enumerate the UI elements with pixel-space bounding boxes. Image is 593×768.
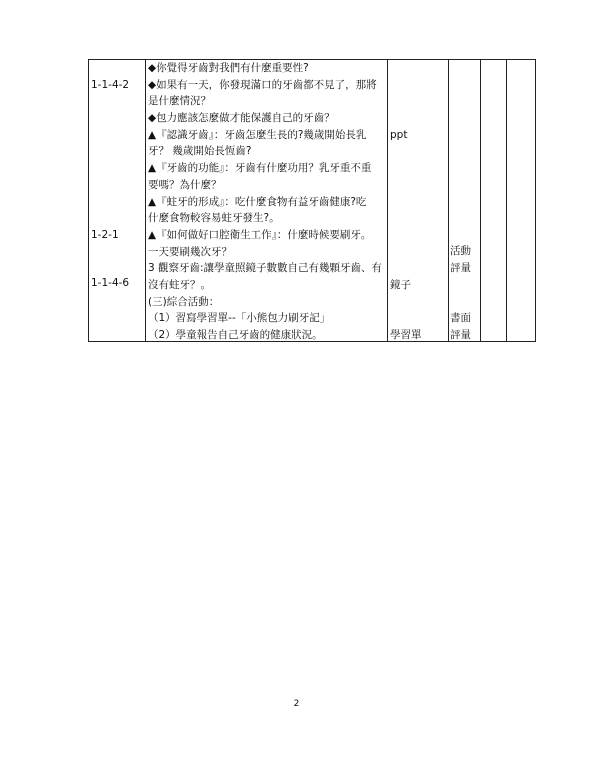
evaluation-text: 評量: [450, 262, 471, 274]
indicator-code: 1-1-4-6: [91, 277, 130, 289]
indicator-code: 1-1-4-2: [91, 79, 130, 91]
content-line: （1）習寫學習單--「小熊包力刷牙記」: [148, 312, 331, 325]
content-line: 什麼食物較容易蛀牙發生?。: [148, 212, 280, 225]
content-line: ▲『如何做好口腔衛生工作』：什麼時候要刷牙。: [148, 228, 372, 241]
page-number: 2: [293, 699, 300, 709]
table-row: [89, 60, 536, 342]
content-line: 沒有蛀牙？。: [148, 278, 211, 291]
content-line: ▲『牙齒的功能』：牙齒有什麼功用？乳牙重不重: [148, 162, 372, 175]
content-line: 牙？ 幾歲開始長恆齒?: [148, 145, 252, 158]
content-line: ▲『蛀牙的形成』：吃什麼食物有益牙齒健康?吃: [148, 195, 367, 208]
indicator-code: 1-2-1: [91, 229, 119, 241]
content-line: (三)綜合活動：: [148, 295, 220, 308]
evaluation-text: 評量: [450, 329, 471, 341]
content-line: 要嗎？為什麼？: [148, 178, 222, 191]
content-line: 是什麼情況？: [148, 95, 211, 108]
content-line: ▲『認識牙齒』：牙齒怎麼生長的?幾歲開始長乳: [148, 128, 367, 141]
remarks-cell: [507, 60, 536, 342]
evaluation-text: 書面: [450, 312, 471, 324]
content-line: ◆包力應該怎麼做才能保護自己的牙齒？: [148, 112, 335, 125]
resource-item: ppt: [390, 129, 408, 141]
lesson-plan-table: [88, 59, 536, 342]
resource-item: 鏡子: [390, 279, 411, 291]
resource-item: 學習單: [390, 329, 422, 341]
activity-content-cell: [146, 60, 388, 342]
content-line: （2）學童報告自己牙齒的健康狀況。: [148, 329, 323, 341]
resources-cell: [388, 60, 449, 342]
indicator-code-cell: [89, 60, 146, 342]
content-line: ◆你覺得牙齒對我們有什麼重要性?: [148, 62, 309, 74]
notes-cell: [481, 60, 507, 342]
evaluation-cell: [449, 60, 481, 342]
content-line: 一天要刷幾次牙？: [148, 245, 232, 258]
content-line: 3 觀察牙齒:讓學童照鏡子數數自己有幾顆牙齒、有: [148, 262, 383, 275]
content-line: ◆如果有一天，你發現滿口的牙齒都不見了，那將: [148, 78, 377, 91]
evaluation-text: 活動: [450, 245, 471, 257]
